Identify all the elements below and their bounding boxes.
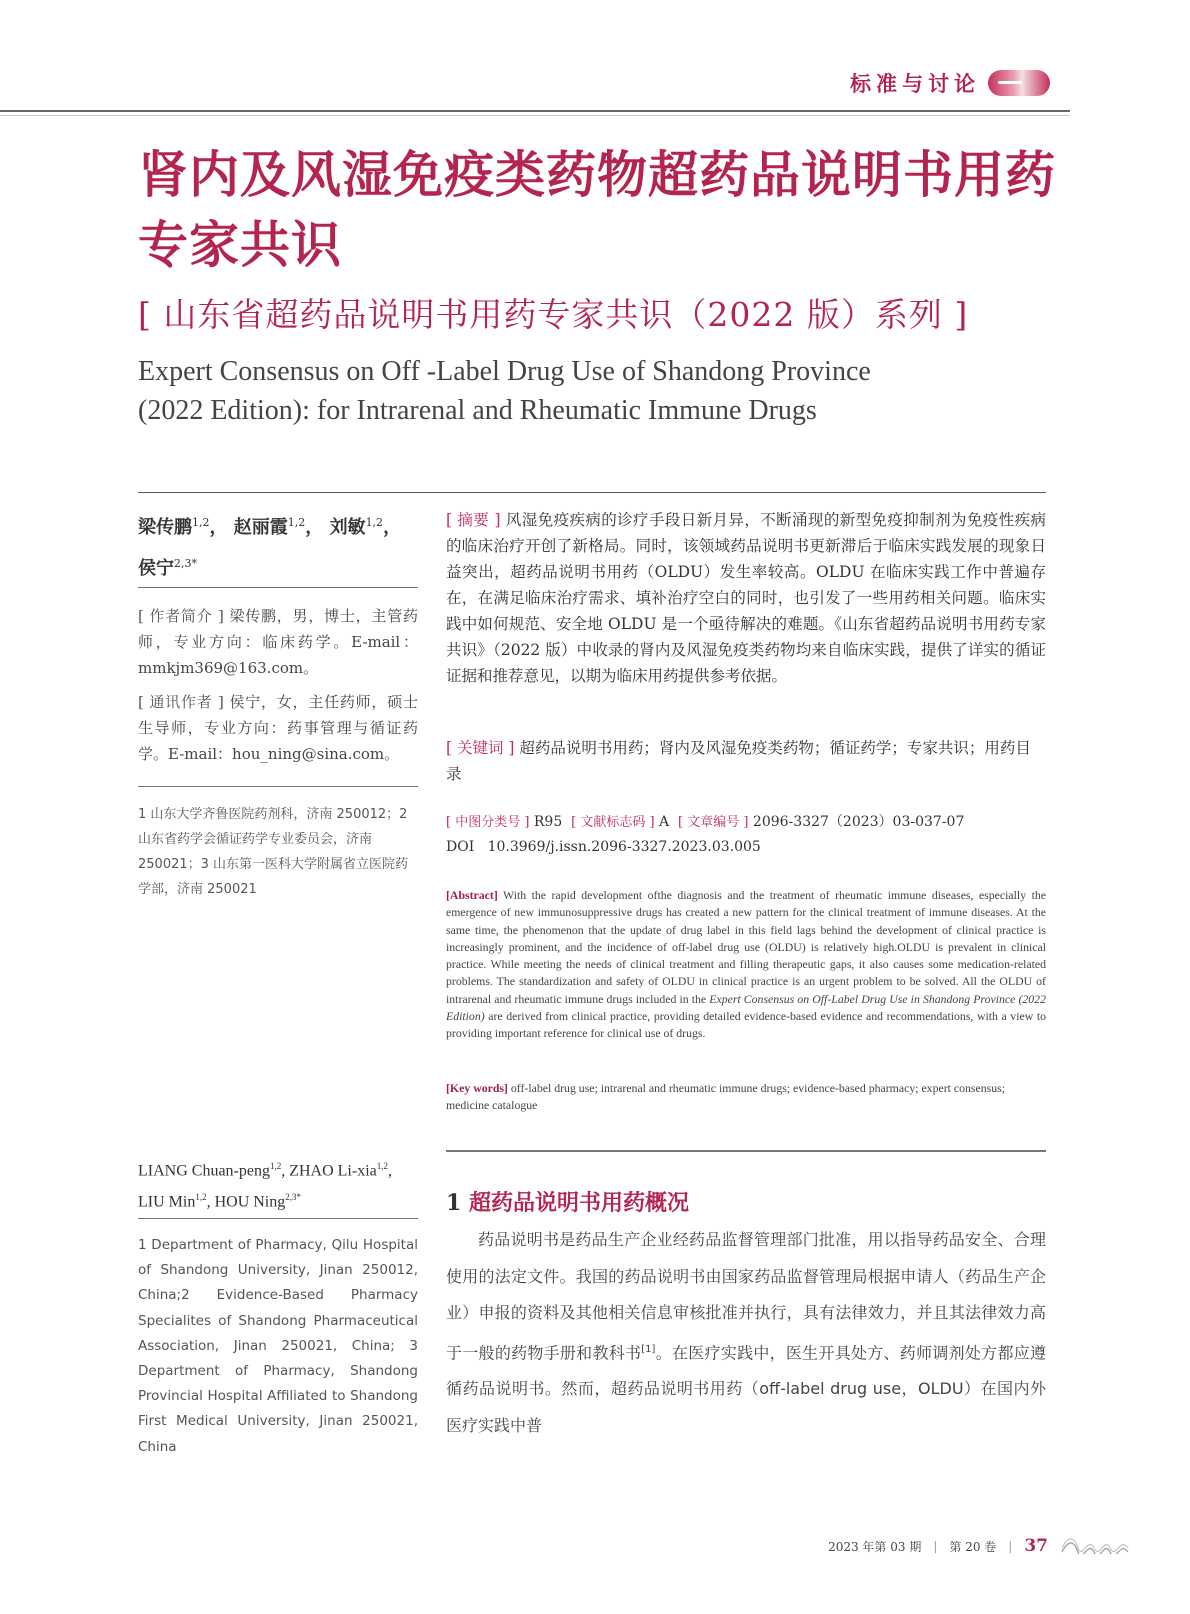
footer-volume: 第 20 卷	[949, 1539, 997, 1554]
authors-divider	[138, 587, 418, 588]
section-1-heading: 1 超药品说明书用药概况	[446, 1190, 689, 1216]
affiliations-en: 1 Department of Pharmacy, Qilu Hospital of Shandong University, Jinan 250012, China;2 Evidence-Based Pharmacy Specialites of Shandong Pharmaceutical Association, Jinan 250021, China; 3 Department of Pharmacy, Shandong Provincial Hospital Affiliated to Shandong First Medical University, Jinan 250021, China	[138, 1237, 418, 1455]
keywords-cn	[446, 735, 1046, 787]
abstract-en-label: [Abstract]	[446, 888, 498, 902]
article-title-en-line1: Expert Consensus on Off -Label Drug Use of Shandong Province	[138, 356, 871, 387]
decorative-waves-icon	[1060, 1538, 1130, 1554]
keywords-en: [Key words] off-label drug use; intrarenal and rheumatic immune drugs; evidence-based pharmacy; expert consensus; medicine catalogue	[446, 1081, 1005, 1113]
section-tag-label: 标准与讨论	[850, 71, 980, 96]
author-name: 梁传鹏	[138, 517, 192, 538]
intro-divider	[138, 786, 418, 787]
journal-logo-icon	[988, 70, 1050, 96]
article-title-en-line2: (2022 Edition): for Intrarenal and Rheumatic Immune Drugs	[138, 395, 817, 426]
footer-issue: 2023 年第 03 期	[828, 1539, 922, 1554]
corresponding-author-label: [ 通讯作者 ]	[138, 693, 224, 711]
body-divider	[446, 1150, 1046, 1152]
header-divider	[0, 110, 1070, 112]
title-divider	[138, 492, 1046, 493]
article-title-cn: 肾内及风湿免疫类药物超药品说明书用药专家共识	[138, 145, 1056, 274]
page-number: 37	[1024, 1536, 1048, 1556]
authors-en-divider	[138, 1218, 418, 1219]
header-divider-thin	[0, 115, 1070, 116]
author-name: 侯宁	[138, 558, 174, 579]
corresponding-author	[138, 689, 418, 767]
abstract-cn	[446, 507, 1046, 689]
authors-cn: 梁传鹏$^{1,2}$， 赵丽霞$^{1,2}$， 刘敏$^{1,2}$， 侯宁$^{2,3*}$	[138, 516, 402, 579]
section-tag	[850, 68, 1050, 98]
citation-ref[interactable]: [1]	[641, 1343, 656, 1355]
doc-code-value: A	[659, 814, 670, 830]
corresponding-author-text: 侯宁，女，主任药师，硕士生导师，专业方向：药事管理与循证药学。E-mail：hou_ning@sina.com。	[138, 693, 418, 763]
keywords-cn-text: 超药品说明书用药；肾内及风湿免疫类药物；循证药学；专家共识；用药目录	[446, 739, 1031, 783]
author-intro-text: 梁传鹏，男，博士，主管药师，专业方向：临床药学。E-mail：mmkjm369@163.com。	[138, 607, 418, 677]
footer-separator: |	[1008, 1539, 1013, 1553]
clc-value: R95	[533, 814, 563, 830]
footer-separator: |	[933, 1539, 938, 1553]
doi-link[interactable]: 10.3969/j.issn.2096-3327.2023.03.005	[487, 839, 761, 855]
affiliations-cn: 1 山东大学齐鲁医院药剂科，济南 250012；2 山东省药学会循证药学专业委员会，济南 250021；3 山东第一医科大学附属省立医院药学部，济南 250021	[138, 807, 409, 897]
abstract-en: [Abstract] With the rapid development ofthe diagnosis and the treatment of rheumatic immune diseases, especially the emergence of new immunosuppressive drugs has created a new pattern for the clinical treatment of immune diseases. At the same time, the phenomenon that the update of drug label in this field lags behind the development of clinical practice is increasingly prominent, and the incidence of off-label drug use (OLDU) is relatively high.OLDU is prevalent in clinical practice. While meeting the needs of clinical treatment and filling therapeutic gaps, it also causes some medication-related problems. The standardization and safety of OLDU in clinical practice is an urgent problem to be solved. All the OLDU of intrarenal and rheumatic immune drugs included in the Expert Consensus on Off-Label Drug Use in Shandong Province (2022 Edition) are derived from clinical practice, providing detailed evidence-based evidence and recommendations, with a view to providing important reference for clinical use of drugs.	[446, 888, 1046, 1041]
article-no-value: 2096-3327（2023）03-037-07	[752, 814, 965, 830]
author-name: 赵丽霞	[233, 517, 288, 538]
classification-line: [ 中图分类号 ] R95 [ 文献标志码 ] A [ 文章编号 ] 2096-3327（2023）03-037-07	[446, 814, 965, 830]
authors-en: LIANG Chuan-peng$^{1,2}$, ZHAO Li-xia$^{1,2}$, LIU Min$^{1,2}$, HOU Ning$^{2,3*}$	[138, 1161, 392, 1211]
author-intro-label: [ 作者简介 ]	[138, 607, 224, 625]
series-title-cn: [ 山东省超药品说明书用药专家共识（2022 版）系列 ]	[138, 295, 969, 334]
page-footer	[828, 1536, 1130, 1556]
abstract-cn-text: 风湿免疫疾病的诊疗手段日新月异，不断涌现的新型免疫抑制剂为免疫性疾病的临床治疗开创了新格局。同时，该领域药品说明书更新滞后于临床实践发展的现象日益突出，超药品说明书用药（OLDU）发生率较高。OLDU 在临床实践工作中普遍存在，在满足临床治疗需求、填补治疗空白的同时，也引发了一些用药相关问题。临床实践中如何规范、安全地 OLDU 是一个亟待解决的难题。《山东省超药品说明书用药专家共识》（2022 版）中收录的肾内及风湿免疫类药物均来自临床实践，提供了详实的循证证据和推荐意见，以期为临床用药提供参考依据。	[446, 511, 1046, 685]
author-intro	[138, 603, 418, 681]
keywords-en-label: [Key words]	[446, 1081, 508, 1095]
doi-line: DOI 10.3969/j.issn.2096-3327.2023.03.005	[446, 839, 761, 855]
article-title-en	[138, 352, 1058, 430]
author-name: 刘敏	[329, 517, 366, 538]
abstract-cn-label: [ 摘要 ]	[446, 511, 501, 529]
keywords-cn-label: [ 关键词 ]	[446, 739, 515, 757]
section-1-body: 药品说明书是药品生产企业经药品监督管理部门批准，用以指导药品安全、合理使用的法定文件。我国的药品说明书由国家药品监督管理局根据申请人（药品生产企业）申报的资料及其他相关信息审核批准并执行，具有法律效力，并且其法律效力高于一般的药物手册和教科书[1]。在医疗实践中，医生开具处方、药师调剂处方都应遵循药品说明书。然而，超药品说明书用药（off-label drug use，OLDU）在国内外医疗实践中普	[446, 1230, 1046, 1435]
